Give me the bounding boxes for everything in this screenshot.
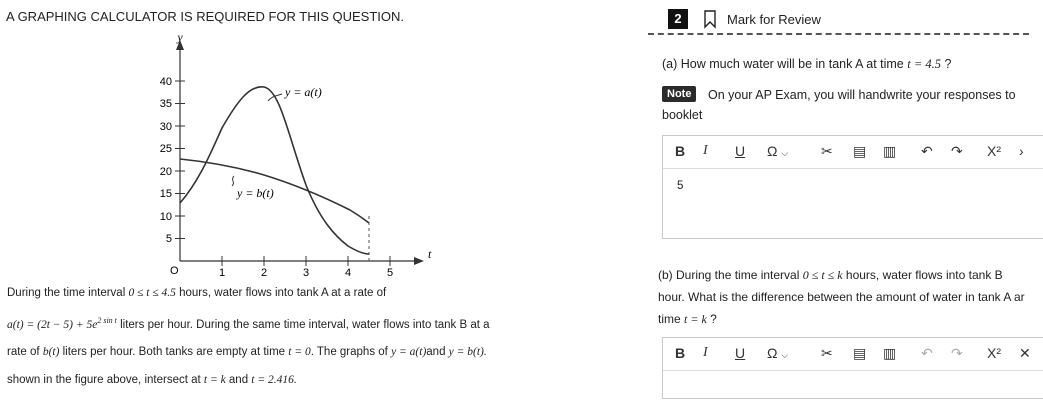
- redo-icon[interactable]: ↷: [951, 143, 963, 159]
- x-tick-label: 1: [218, 267, 226, 279]
- cut-icon[interactable]: ✂: [821, 345, 833, 361]
- origin-label: O: [170, 265, 179, 277]
- question-b-line-1: (b) During the time interval 0 ≤ t ≤ k hours, water flows into tank B: [658, 268, 1003, 282]
- copy-icon[interactable]: ▤: [853, 143, 867, 159]
- x-axis-label: t: [428, 247, 432, 261]
- x-tick-label: 5: [386, 267, 394, 279]
- italic-button[interactable]: I: [703, 345, 708, 360]
- y-tick-label: 40: [159, 76, 172, 88]
- undo-icon[interactable]: ↶: [921, 345, 933, 361]
- redo-icon[interactable]: ↷: [951, 345, 963, 361]
- x-tick-label: 2: [260, 267, 268, 279]
- superscript-button[interactable]: X²: [987, 143, 1001, 159]
- editor-toolbar: [663, 136, 1043, 169]
- mark-for-review-button[interactable]: Mark for Review: [727, 12, 821, 27]
- y-axis-label: y: [177, 30, 183, 44]
- paragraph-line-3: rate of b(t) liters per hour. Both tanks are empty at time t = 0. The graphs of y = a(t)and y = b(t).: [7, 346, 487, 358]
- underline-button[interactable]: U: [735, 143, 746, 159]
- x-axis-arrow: [414, 257, 424, 265]
- y-tick-label: 30: [159, 121, 172, 133]
- paragraph-line-2: $a(t) = (2t - 5) + 5e^{2 sin t}$ liters per hour. During the same time interval, water flows into tank B at a: [7, 316, 490, 331]
- editor-toolbar: [663, 338, 1043, 371]
- y-tick-label: 35: [159, 98, 172, 110]
- y-tick-label: 5: [165, 233, 172, 245]
- x-tick-label: 3: [302, 267, 310, 279]
- question-a-text: (a) How much water will be in tank A at time t = 4.5 ?: [662, 57, 952, 71]
- special-char-button[interactable]: Ω ⌵: [767, 143, 789, 159]
- note-text-booklet: booklet: [662, 108, 703, 122]
- bold-button[interactable]: B: [675, 345, 686, 361]
- bookmark-icon[interactable]: [704, 10, 716, 28]
- italic-button[interactable]: I: [703, 143, 708, 158]
- chevron-down-icon: ⌵: [781, 148, 789, 158]
- paragraph-line-1: During the time interval 0 ≤ t ≤ 4.5 hours, water flows into tank A at a rate of: [7, 287, 387, 299]
- question-b-line-3: time t = k ?: [658, 312, 717, 326]
- cut-icon[interactable]: ✂: [821, 143, 833, 159]
- calculator-required-label: A GRAPHING CALCULATOR IS REQUIRED FOR THIS QUESTION.: [6, 9, 405, 24]
- superscript-button[interactable]: X²: [987, 345, 1001, 361]
- clear-format-icon[interactable]: ✕: [1019, 345, 1031, 361]
- y-tick-label: 10: [159, 211, 172, 223]
- question-b-line-2: hour. What is the difference between the amount of water in tank A ar: [658, 290, 1025, 304]
- y-tick-label: 25: [159, 143, 172, 155]
- paste-icon[interactable]: ▥: [883, 345, 897, 361]
- underline-button[interactable]: U: [735, 345, 746, 361]
- curve-b-label: y = b(t): [237, 186, 274, 200]
- answer-editor-b: [662, 337, 1043, 399]
- answer-a-text[interactable]: 5: [677, 180, 684, 192]
- paragraph-line-4: shown in the figure above, intersect at t = k and t = 2.416.: [7, 374, 297, 386]
- y-tick-label: 20: [159, 166, 172, 178]
- header-divider: [648, 33, 1029, 35]
- question-pane: [648, 0, 1029, 403]
- question-number: 2: [668, 9, 688, 29]
- chevron-right-icon[interactable]: ›: [1019, 143, 1024, 159]
- chevron-down-icon: ⌵: [781, 350, 789, 360]
- curve-a-label: y = a(t): [285, 85, 322, 99]
- answer-editor-a: [662, 135, 1043, 239]
- y-tick-label: 15: [159, 188, 172, 200]
- copy-icon[interactable]: ▤: [853, 345, 867, 361]
- curve-b: [180, 159, 369, 223]
- undo-icon[interactable]: ↶: [921, 143, 933, 159]
- note-text: On your AP Exam, you will handwrite your responses to: [708, 88, 1016, 102]
- x-tick-label: 4: [344, 267, 352, 279]
- curve-a: [180, 87, 369, 254]
- special-char-button[interactable]: Ω ⌵: [767, 345, 789, 361]
- paste-icon[interactable]: ▥: [883, 143, 897, 159]
- bold-button[interactable]: B: [675, 143, 686, 159]
- curve-b-label-pointer: [232, 176, 234, 186]
- note-badge: Note: [662, 86, 696, 102]
- graph-figure: [150, 30, 440, 280]
